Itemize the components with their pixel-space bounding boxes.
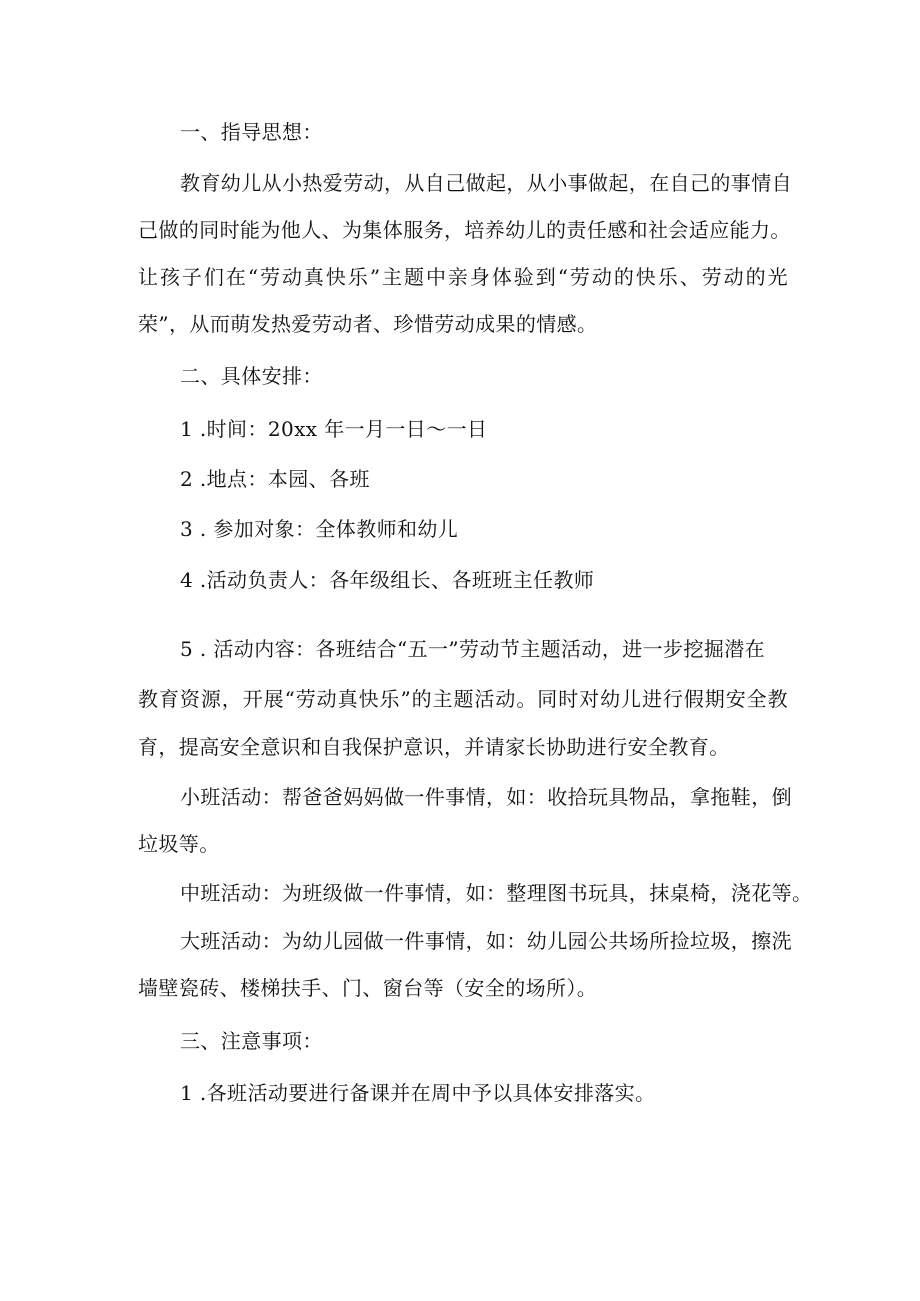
list-item-activity-content: 5 . 活动内容：各班结合“五一”劳动节主题活动，进一步挖掘潜在 [180, 637, 766, 661]
paragraph-line: 让孩子们在“劳动真快乐”主题中亲身体验到“劳动的快乐、劳动的光 [138, 265, 788, 289]
small-class-activity: 小班活动：帮爸爸妈妈做一件事情，如：收拾玩具物品，拿拖鞋，倒 [180, 785, 792, 809]
list-item-time: 1 .时间：20xx 年一月一日～一日 [180, 417, 488, 441]
big-class-activity: 大班活动：为幼儿园做一件事情，如：幼儿园公共场所捡垃圾，擦洗 [180, 929, 792, 953]
heading-guiding-thought: 一、指导思想： [180, 120, 323, 144]
list-item-person-in-charge: 4 .活动负责人：各年级组长、各班班主任教师 [180, 568, 595, 592]
middle-class-activity: 中班活动：为班级做一件事情，如：整理图书玩具，抹桌椅，浇花等。 [180, 881, 813, 905]
paragraph-line: 育，提高安全意识和自我保护意识，并请家长协助进行安全教育。 [138, 735, 730, 759]
paragraph-line: 垃圾等。 [138, 832, 220, 856]
note-item: 1 .各班活动要进行备课并在周中予以具体安排落实。 [180, 1081, 656, 1105]
paragraph-line: 教育资源，开展“劳动真快乐”的主题活动。同时对幼儿进行假期安全教 [138, 687, 788, 711]
heading-specific-arrangement: 二、具体安排： [180, 364, 323, 388]
list-item-participants: 3 . 参加对象：全体教师和幼儿 [180, 517, 459, 541]
list-item-location: 2 .地点：本园、各班 [180, 467, 370, 491]
heading-notes: 三、注意事项： [180, 1029, 323, 1053]
paragraph-line: 墙壁瓷砖、楼梯扶手、门、窗台等（安全的场所）。 [138, 976, 598, 1000]
paragraph-line: 荣”，从而萌发热爱劳动者、珍惜劳动成果的情感。 [138, 312, 598, 336]
paragraph-line: 教育幼儿从小热爱劳动，从自己做起，从小事做起，在自己的事情自 [180, 171, 792, 195]
paragraph-line: 己做的同时能为他人、为集体服务，培养幼儿的责任感和社会适应能力。 [138, 218, 791, 242]
